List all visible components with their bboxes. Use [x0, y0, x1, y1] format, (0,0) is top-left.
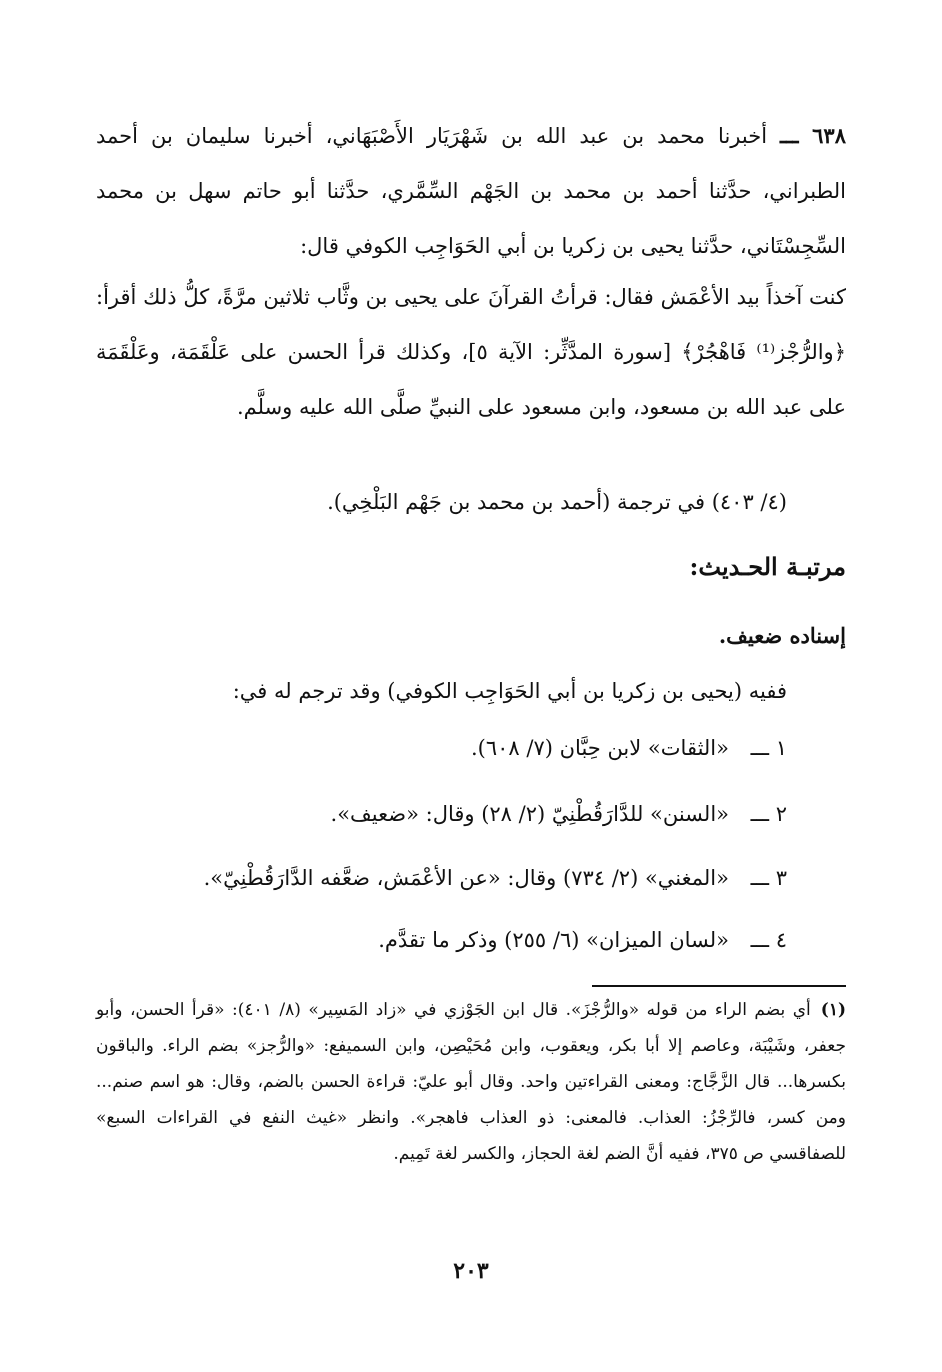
hadith-number: ٦٣٨ ـــ — [780, 123, 846, 148]
isnad-grade: إسناده ضعيف. — [718, 623, 846, 648]
narration-text: أخبرنا محمد بن عبد الله بن شَهْرَيَار الأَصْبَهَاني، أخبرنا سليمان بن أحمد الطبراني، حدَّثنا أحمد بن محمد بن الجَهْم السِّمَّري، حدَّثنا أبو حاتم سهل بن محمد السِّجِسْتَاني، حدَّثنا يحيى بن زكريا بن أبي الحَوَاجِب الكوفي قال: — [96, 124, 846, 258]
footnote-text: أي بضم الراء من قوله «والرُّجْزَ». قال ابن الجَوْزي في «زاد المَسِير» (٨/ ٤٠١): «قرأ الحسن، وأبو جعفر، وشَيْبَة، وعاصم إلا أبا بكر، ويعقوب، وابن مُحَيْصِن، وابن السميفع: «والرُّجز» بضم الراء. والباقون بكسرها... قال الزَّجَّاج: ومعنى القراءتين واحد. وقال أبو عليّ: قراءة الحسن بالضم، وقال: هو اسم صنم... ومن كسر، فالرِّجْزُ: العذاب. فالمعنى: ذو العذاب فاهجر». وانظر «غيث النفع في القراءات السبع» للصفاقسي ص ٣٧٥، ففيه أنَّ الضم لغة الحجاز، والكسر لغة تَمِيم. — [96, 1000, 846, 1164]
footnote — [96, 992, 846, 1172]
source-list-item — [97, 920, 787, 960]
hadith-reference: (٤/ ٤٠٣) في ترجمة (أحمد بن محمد بن جَهْم البَلْخِي). — [327, 490, 787, 514]
grading-heading: مرتبـة الحـديث: — [689, 552, 846, 581]
grading-intro: ففيه (يحيى بن زكريا بن أبي الحَوَاجِب الكوفي) وقد ترجم له في: — [232, 679, 787, 703]
source-item-text: «المغني» (٢/ ٧٣٤) وقال: «عن الأعْمَش، ضعَّفه الدَّارَقُطْنِيّ». — [203, 866, 729, 890]
source-item-number: ٣ ـــ — [750, 866, 787, 890]
source-list-item — [97, 728, 787, 768]
page-number: ٢٠٣ — [453, 1258, 489, 1284]
source-item-text: «الثقات» لابن حِبَّان (٧/ ٦٠٨). — [471, 736, 729, 760]
footnote-marker: (١) — [820, 1000, 846, 1020]
hadith-quote: كنت آخذاً بيد الأعْمَش فقال: قرأتُ القرآنَ على يحيى بن وثَّاب ثلاثين مرَّةً، كلُّ ذلك أقرأ: ﴿والرُّجْز⁽¹⁾ فَاهْجُرْ﴾ [سورة المدَّثِّر: الآية ٥]، وكذلك قرأ الحسن على عَلْقَمَة، وعَلْقَمَة على عبد الله بن مسعود، وابن مسعود على النبيِّ صلَّى الله عليه وسلَّم. — [96, 285, 847, 419]
source-item-number: ٢ ـــ — [750, 802, 787, 826]
hadith-narration — [96, 108, 846, 274]
source-list-item — [97, 794, 787, 834]
source-item-text: «لسان الميزان» (٦/ ٢٥٥) وذكر ما تقدَّم. — [378, 928, 729, 952]
source-list-item — [97, 858, 787, 898]
source-item-number: ٤ ـــ — [750, 928, 787, 952]
footnote-divider — [592, 985, 846, 987]
source-item-text: «السنن» للدَّارَقُطْنِيّ (٢/ ٢٨) وقال: «ضعيف». — [330, 802, 729, 826]
source-item-number: ١ ـــ — [750, 736, 787, 760]
